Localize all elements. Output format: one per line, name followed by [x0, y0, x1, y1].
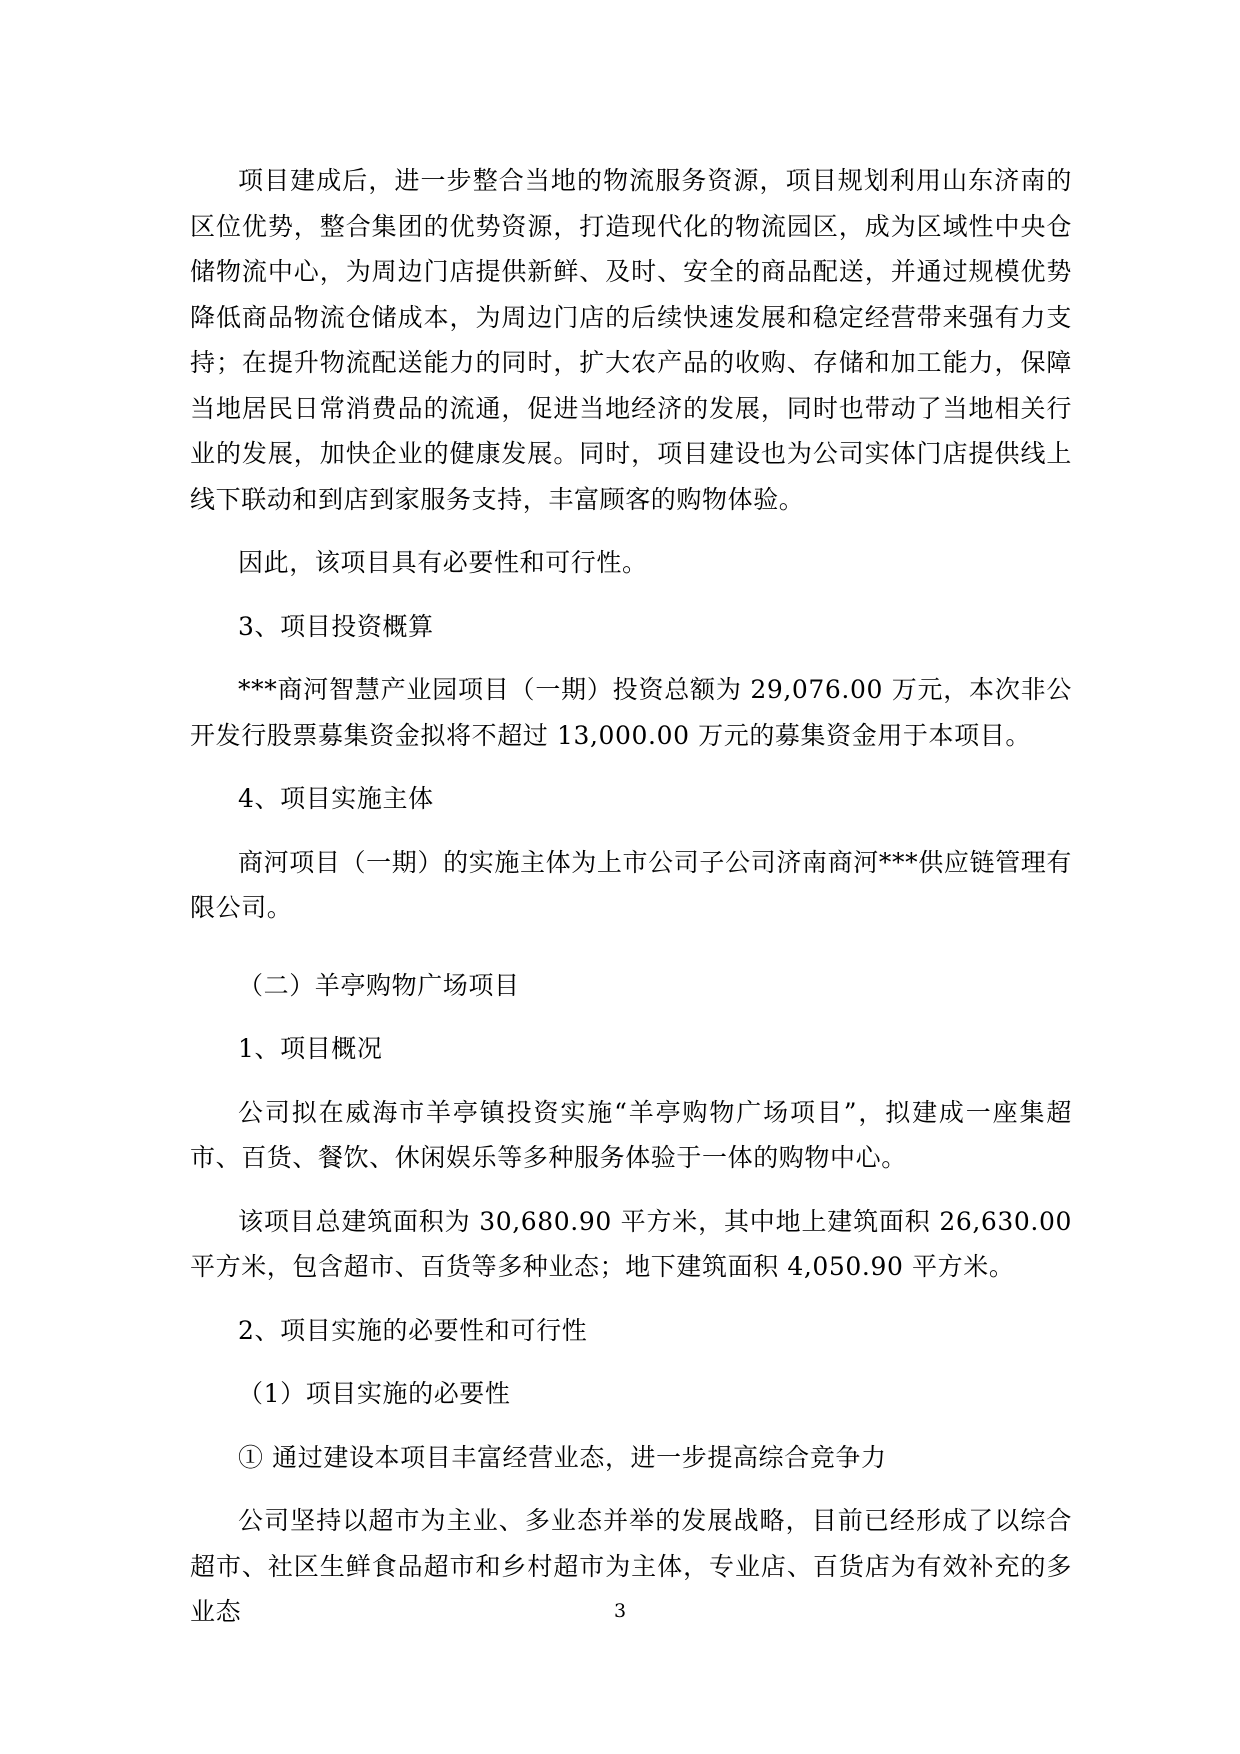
paragraph-project-overview: 公司拟在威海市羊亭镇投资实施“羊亭购物广场项目”，拟建成一座集超市、百货、餐饮、休闲娱乐等多种服务体验于一体的购物中心。 — [190, 1097, 1072, 1172]
heading-investment-estimate: 3、项目投资概算 — [238, 611, 434, 641]
paragraph-development-strategy: 公司坚持以超市为主业、多业态并举的发展战略，目前已经形成了以综合超市、社区生鲜食品超市和乡村超市为主体，专业店、百货店为有效补充的多业态 — [190, 1506, 1072, 1626]
heading-necessity-feasibility: 2、项目实施的必要性和可行性 — [238, 1315, 588, 1345]
heading-project-overview: 1、项目概况 — [238, 1034, 383, 1063]
heading-point-one: ① 通过建设本项目丰富经营业态，进一步提高综合竞争力 — [238, 1442, 887, 1472]
document-body — [190, 158, 1072, 1635]
paragraph-implementing-entity: 商河项目（一期）的实施主体为上市公司子公司济南商河***供应链管理有限公司。 — [190, 847, 1072, 922]
paragraph-project-completion: 项目建成后，进一步整合当地的物流服务资源，项目规划利用山东济南的区位优势，整合集团的优势资源，打造现代化的物流园区，成为区域性中央仓储物流中心，为周边门店提供新鲜、及时、安全的商品配送，并通过规模优势降低商品物流仓储成本，为周边门店的后续快速发展和稳定经营带来强有力支持；在提升物流配送能力的同时，扩大农产品的收购、存储和加工能力，保障当地居民日常消费品的流通，促进当地经济的发展，同时也带动了当地相关行业的发展，加快企业的健康发展。同时，项目建设也为公司实体门店提供线上线下联动和到店到家服务支持，丰富顾客的购物体验。 — [190, 166, 1072, 514]
page-number: 3 — [613, 1600, 627, 1622]
paragraph-building-area: 该项目总建筑面积为 30,680.90 平方米，其中地上建筑面积 26,630.00 平方米，包含超市、百货等多种业态；地下建筑面积 4,050.90 平方米。 — [190, 1206, 1072, 1281]
paragraph-conclusion: 因此，该项目具有必要性和可行性。 — [238, 548, 648, 577]
heading-yangting-project: （二）羊亭购物广场项目 — [238, 970, 520, 1000]
heading-implementing-entity: 4、项目实施主体 — [238, 784, 434, 813]
paragraph-investment-total: ***商河智慧产业园项目（一期）投资总额为 29,076.00 万元，本次非公开发行股票募集资金拟将不超过 13,000.00 万元的募集资金用于本项目。 — [190, 675, 1072, 750]
heading-necessity: （1）项目实施的必要性 — [238, 1379, 511, 1408]
